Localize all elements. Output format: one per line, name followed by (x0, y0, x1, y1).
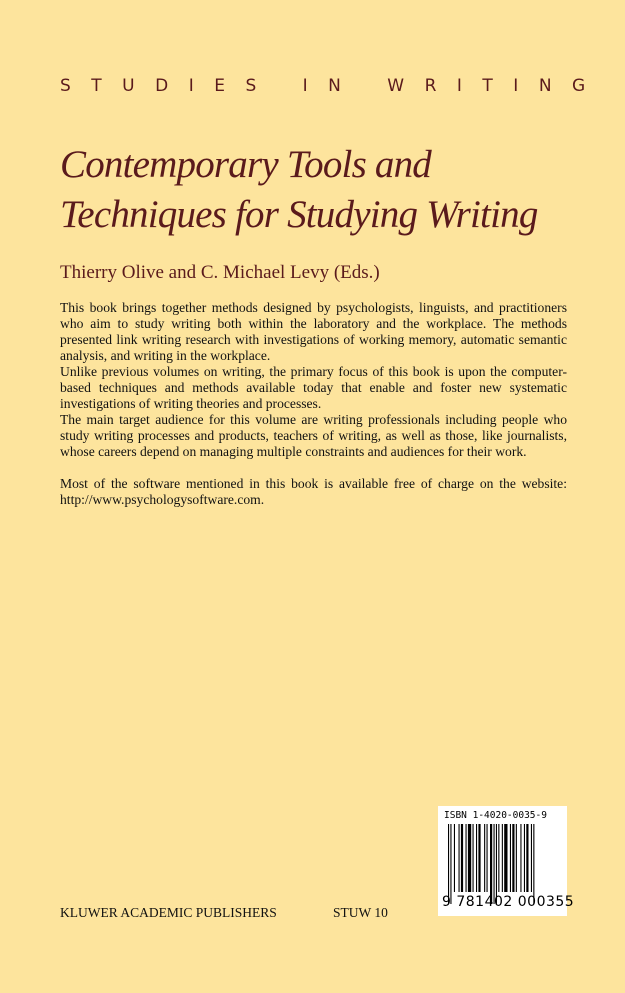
barcode-bar (490, 824, 492, 904)
barcode-bar (520, 824, 521, 892)
barcode-bar (478, 824, 480, 892)
series-number: STUW 10 (333, 905, 388, 920)
book-title (60, 140, 538, 240)
barcode-bar (461, 824, 463, 892)
series-name: STUDIES IN WRITING (60, 76, 606, 96)
barcode-bar (533, 824, 534, 904)
barcode-bar (496, 824, 497, 904)
blurb-paragraph: Unlike previous volumes on writing, the primary focus of this book is upon the computer-based techniques and methods available today that enable and foster new systematic investigations of writing theories and processes. (60, 364, 567, 411)
editors: Thierry Olive and C. Michael Levy (Eds.) (60, 262, 380, 283)
software-note: Most of the software mentioned in this book is available free of charge on the website: http://www.psychologysoftware.com. (60, 476, 567, 507)
barcode-bar (510, 824, 511, 892)
barcode-bars (444, 824, 561, 904)
barcode-bar (516, 824, 517, 892)
isbn-text: ISBN 1-4020-0035-9 (444, 810, 547, 821)
publisher: KLUWER ACADEMIC PUBLISHERS (60, 905, 277, 920)
ean-number: 9 781402 000355 (442, 894, 575, 910)
barcode-bar (450, 824, 451, 904)
blurb-paragraph: The main target audience for this volume are writing professionals including people who study writing processes and products, teachers of writing, as well as those, like journalists, whose careers depend on managing multiple constraints and audiences for their work. (60, 412, 567, 459)
barcode-bar (487, 824, 488, 892)
barcode-bar (448, 824, 449, 904)
barcode-bar (484, 824, 485, 892)
isbn-barcode (438, 806, 575, 916)
barcode-bar (502, 824, 503, 892)
barcode-bar (468, 824, 471, 892)
title-line-2: Techniques for Studying Writing (60, 193, 538, 236)
blurb-paragraph: This book brings together methods designed by psychologists, linguists, and practitioners who aim to study writing both within the laboratory and the workplace. The methods presented link writing research with investigations of working memory, automatic semantic analysis, and writing in the workplace. (60, 300, 567, 363)
barcode-bar (531, 824, 532, 892)
barcode-bar (498, 824, 499, 892)
barcode-bar (473, 824, 474, 892)
blurb (60, 300, 567, 508)
barcode-bar (459, 824, 460, 892)
barcode-bar (526, 824, 528, 892)
barcode-bar (524, 824, 525, 892)
barcode-bar (512, 824, 514, 892)
barcode-bar (476, 824, 477, 892)
barcode-bar (494, 824, 495, 904)
title-line-1: Contemporary Tools and (60, 143, 432, 186)
barcode-bar (454, 824, 455, 892)
barcode-bar (466, 824, 467, 892)
barcode-bar (504, 824, 507, 892)
